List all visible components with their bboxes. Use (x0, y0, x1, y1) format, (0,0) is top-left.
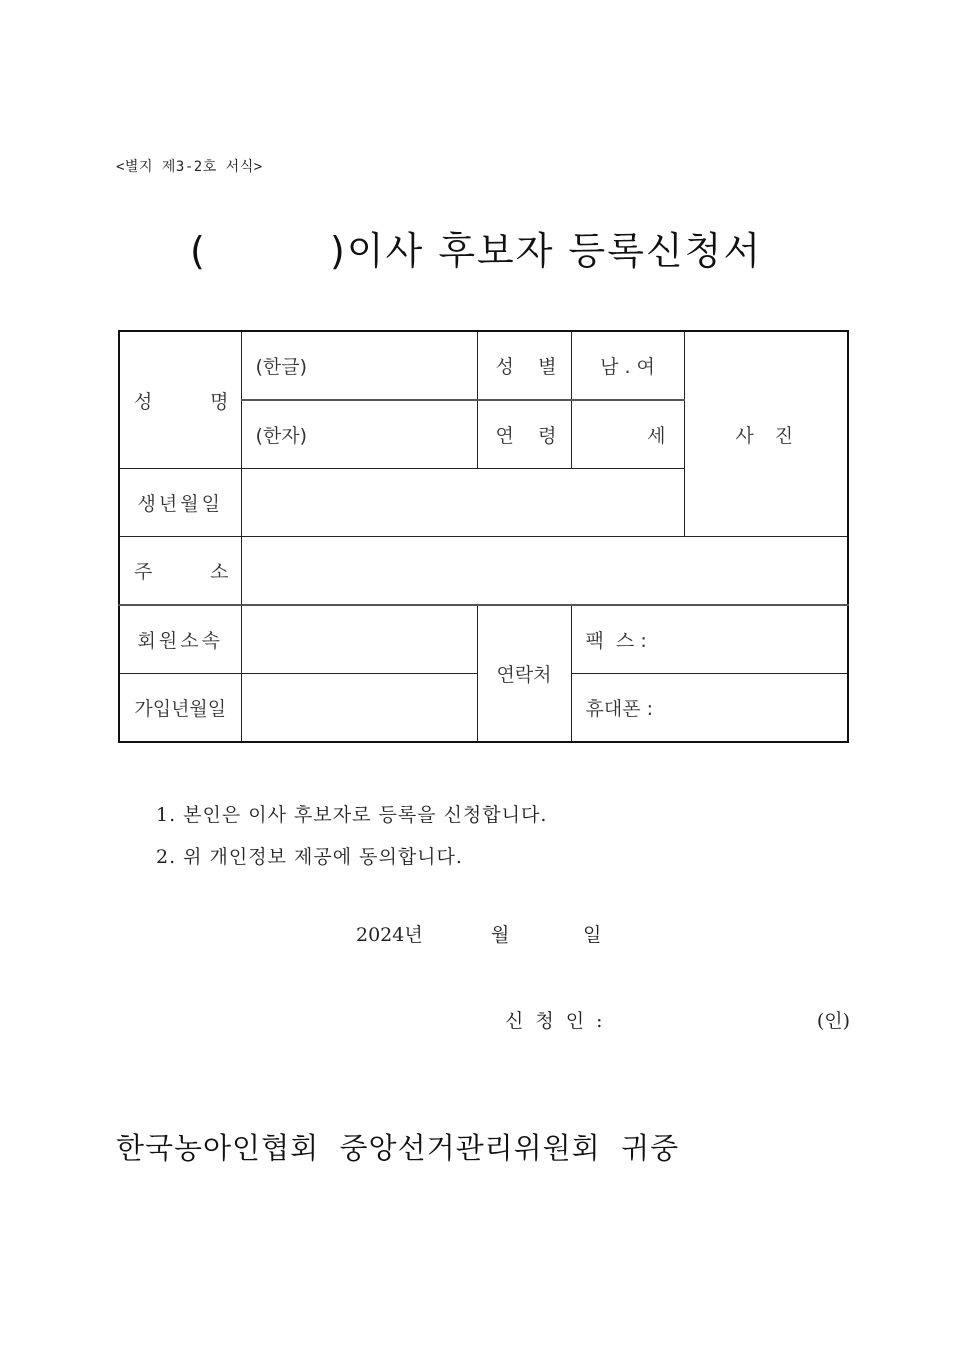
mobile-field[interactable] (571, 674, 848, 743)
gender-label-cell: 성 별 (477, 331, 571, 400)
name-hanja-field[interactable]: (한자) (241, 400, 477, 469)
seal-mark[interactable]: (인) (816, 1010, 850, 1032)
age-label-cell: 연 령 (477, 400, 571, 469)
registration-form-table (118, 330, 849, 743)
title-blank-field[interactable]: ( (190, 229, 207, 273)
join-date-label: 가입년월일 (119, 674, 241, 743)
date-month[interactable]: 월 (491, 924, 510, 946)
title-text: )이사 후보자 등록신청서 (330, 229, 763, 273)
membership-field[interactable] (241, 605, 477, 674)
fax-label: 팩 스 : (585, 630, 647, 652)
name-korean-field[interactable]: (한글) (241, 331, 477, 400)
form-reference: <별지 제3-2호 서식> (116, 159, 263, 175)
note-application: 1. 본인은 이사 후보자로 등록을 신청합니다. (156, 804, 548, 826)
birthdate-field[interactable] (241, 469, 684, 537)
applicant-label: 신 청 인 : (505, 1010, 606, 1032)
date-day[interactable]: 일 (583, 924, 602, 946)
address-label-cell: 주 소 (119, 537, 241, 606)
gender-field[interactable]: 남 . 여 (571, 331, 684, 400)
addressee: 한국농아인협회 중앙선거관리위원회 귀중 (116, 1131, 680, 1165)
page-title (190, 220, 762, 275)
membership-label: 회원소속 (119, 605, 241, 674)
name-label-cell: 성 명 (119, 331, 241, 469)
applicant-signature-line (505, 1006, 850, 1033)
fax-field[interactable] (571, 605, 848, 674)
date-line (356, 920, 616, 947)
contact-label: 연락처 (477, 605, 571, 742)
mobile-label: 휴대폰 : (585, 698, 654, 720)
address-field[interactable] (241, 537, 848, 606)
date-year[interactable]: 2024년 (356, 924, 423, 946)
birthdate-label: 생년월일 (119, 469, 241, 537)
join-date-field[interactable] (241, 674, 477, 743)
photo-field[interactable]: 사 진 (684, 331, 848, 537)
age-field[interactable]: 세 (571, 400, 684, 469)
note-privacy-consent: 2. 위 개인정보 제공에 동의합니다. (156, 846, 463, 868)
consent-notes (156, 794, 547, 878)
